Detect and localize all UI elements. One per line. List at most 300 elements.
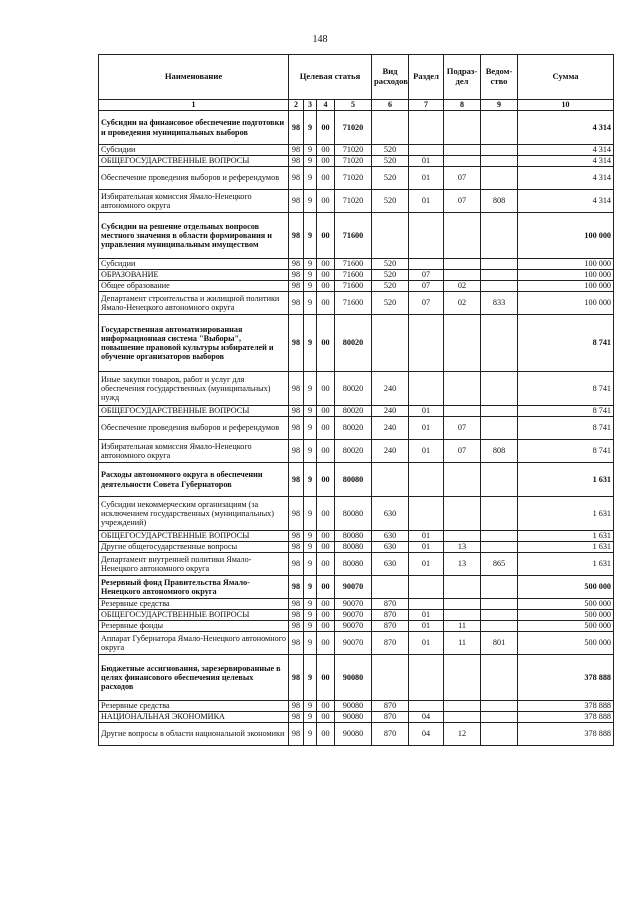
row-department bbox=[481, 259, 518, 270]
row-section: 04 bbox=[409, 712, 444, 723]
row-expense-kind: 870 bbox=[372, 712, 409, 723]
row-name: Субсидии bbox=[99, 145, 289, 156]
row-target-program: 98 bbox=[289, 712, 304, 723]
row-target-subprogram: 00 bbox=[317, 463, 335, 497]
table-row bbox=[99, 701, 614, 712]
column-number: 5 bbox=[335, 100, 372, 111]
row-target-direction: 9 bbox=[304, 372, 317, 406]
row-section: 07 bbox=[409, 292, 444, 315]
column-number-row bbox=[99, 100, 614, 111]
row-target-direction: 9 bbox=[304, 156, 317, 167]
row-target-subprogram: 00 bbox=[317, 632, 335, 655]
page-number: 148 bbox=[312, 34, 328, 45]
row-expense-kind: 520 bbox=[372, 259, 409, 270]
row-sum: 4 314 bbox=[518, 167, 614, 190]
table-row bbox=[99, 190, 614, 213]
row-sum: 1 631 bbox=[518, 531, 614, 542]
row-name: Общее образование bbox=[99, 281, 289, 292]
row-target-code: 71600 bbox=[335, 259, 372, 270]
table-row bbox=[99, 497, 614, 531]
table-row bbox=[99, 315, 614, 372]
row-name: ОБЩЕГОСУДАРСТВЕННЫЕ ВОПРОСЫ bbox=[99, 531, 289, 542]
column-number: 1 bbox=[99, 100, 289, 111]
row-target-direction: 9 bbox=[304, 259, 317, 270]
row-section: 07 bbox=[409, 270, 444, 281]
row-target-program: 98 bbox=[289, 270, 304, 281]
row-target-code: 90070 bbox=[335, 576, 372, 599]
row-target-direction: 9 bbox=[304, 111, 317, 145]
table-row bbox=[99, 111, 614, 145]
row-department bbox=[481, 270, 518, 281]
table-row bbox=[99, 542, 614, 553]
row-subsection: 07 bbox=[444, 440, 481, 463]
row-expense-kind: 240 bbox=[372, 406, 409, 417]
row-subsection: 07 bbox=[444, 167, 481, 190]
row-expense-kind: 520 bbox=[372, 270, 409, 281]
table-row bbox=[99, 610, 614, 621]
row-target-direction: 9 bbox=[304, 417, 317, 440]
row-expense-kind: 870 bbox=[372, 621, 409, 632]
row-sum: 378 888 bbox=[518, 723, 614, 746]
row-sum: 8 741 bbox=[518, 315, 614, 372]
row-department bbox=[481, 167, 518, 190]
header-target: Целевая статья bbox=[289, 55, 372, 100]
table-row bbox=[99, 167, 614, 190]
row-target-code: 90070 bbox=[335, 621, 372, 632]
row-name: Резервные средства bbox=[99, 701, 289, 712]
row-name: Субсидии на финансовое обеспечение подготовки и проведения муниципальных выборов bbox=[99, 111, 289, 145]
row-target-direction: 9 bbox=[304, 270, 317, 281]
row-target-direction: 9 bbox=[304, 655, 317, 701]
header-section: Раздел bbox=[409, 55, 444, 100]
row-target-subprogram: 00 bbox=[317, 270, 335, 281]
row-section: 01 bbox=[409, 542, 444, 553]
row-section bbox=[409, 463, 444, 497]
row-department bbox=[481, 701, 518, 712]
row-expense-kind: 520 bbox=[372, 156, 409, 167]
row-target-code: 71600 bbox=[335, 270, 372, 281]
row-subsection bbox=[444, 610, 481, 621]
table-row bbox=[99, 213, 614, 259]
row-sum: 378 888 bbox=[518, 655, 614, 701]
row-target-code: 71020 bbox=[335, 111, 372, 145]
row-name: ОБЩЕГОСУДАРСТВЕННЫЕ ВОПРОСЫ bbox=[99, 610, 289, 621]
row-subsection bbox=[444, 213, 481, 259]
row-section bbox=[409, 599, 444, 610]
row-expense-kind: 240 bbox=[372, 372, 409, 406]
row-target-direction: 9 bbox=[304, 632, 317, 655]
row-target-program: 98 bbox=[289, 281, 304, 292]
row-section bbox=[409, 701, 444, 712]
row-target-subprogram: 00 bbox=[317, 723, 335, 746]
table-row bbox=[99, 156, 614, 167]
row-department: 808 bbox=[481, 190, 518, 213]
row-target-direction: 9 bbox=[304, 190, 317, 213]
table-row bbox=[99, 655, 614, 701]
row-target-code: 80080 bbox=[335, 463, 372, 497]
row-target-direction: 9 bbox=[304, 213, 317, 259]
row-target-program: 98 bbox=[289, 315, 304, 372]
row-expense-kind: 520 bbox=[372, 145, 409, 156]
row-sum: 1 631 bbox=[518, 542, 614, 553]
row-name: Аппарат Губернатора Ямало-Ненецкого автономного округа bbox=[99, 632, 289, 655]
header-kind: Вид расходов bbox=[372, 55, 409, 100]
row-sum: 4 314 bbox=[518, 156, 614, 167]
row-target-program: 98 bbox=[289, 655, 304, 701]
row-target-direction: 9 bbox=[304, 723, 317, 746]
row-sum: 4 314 bbox=[518, 111, 614, 145]
row-target-direction: 9 bbox=[304, 701, 317, 712]
table-row bbox=[99, 270, 614, 281]
row-target-subprogram: 00 bbox=[317, 655, 335, 701]
row-target-code: 71600 bbox=[335, 213, 372, 259]
row-name: Резервные фонды bbox=[99, 621, 289, 632]
row-name: Государственная автоматизированная информационная система "Выборы", повышение правовой культуры избирателей и обучение организаторов выборов bbox=[99, 315, 289, 372]
row-expense-kind: 870 bbox=[372, 610, 409, 621]
row-department bbox=[481, 655, 518, 701]
row-target-subprogram: 00 bbox=[317, 497, 335, 531]
row-target-code: 80020 bbox=[335, 440, 372, 463]
row-sum: 378 888 bbox=[518, 701, 614, 712]
row-target-code: 90080 bbox=[335, 723, 372, 746]
row-target-program: 98 bbox=[289, 440, 304, 463]
row-target-direction: 9 bbox=[304, 542, 317, 553]
row-sum: 378 888 bbox=[518, 712, 614, 723]
column-number: 6 bbox=[372, 100, 409, 111]
row-section: 07 bbox=[409, 281, 444, 292]
table-row bbox=[99, 372, 614, 406]
row-sum: 4 314 bbox=[518, 145, 614, 156]
row-target-subprogram: 00 bbox=[317, 712, 335, 723]
row-subsection bbox=[444, 712, 481, 723]
row-target-subprogram: 00 bbox=[317, 440, 335, 463]
row-sum: 4 314 bbox=[518, 190, 614, 213]
row-department bbox=[481, 111, 518, 145]
column-number: 7 bbox=[409, 100, 444, 111]
row-department bbox=[481, 406, 518, 417]
row-target-program: 98 bbox=[289, 723, 304, 746]
row-target-code: 80020 bbox=[335, 372, 372, 406]
row-target-subprogram: 00 bbox=[317, 315, 335, 372]
header-row bbox=[99, 55, 614, 100]
row-section bbox=[409, 111, 444, 145]
row-section: 01 bbox=[409, 417, 444, 440]
row-target-program: 98 bbox=[289, 621, 304, 632]
table-row bbox=[99, 621, 614, 632]
row-expense-kind bbox=[372, 111, 409, 145]
row-sum: 500 000 bbox=[518, 610, 614, 621]
row-target-code: 90070 bbox=[335, 610, 372, 621]
row-target-code: 71020 bbox=[335, 190, 372, 213]
row-target-direction: 9 bbox=[304, 292, 317, 315]
row-name: Резервные средства bbox=[99, 599, 289, 610]
table-row bbox=[99, 576, 614, 599]
row-department bbox=[481, 610, 518, 621]
row-target-program: 98 bbox=[289, 292, 304, 315]
row-target-code: 80080 bbox=[335, 553, 372, 576]
row-sum: 100 000 bbox=[518, 270, 614, 281]
row-target-subprogram: 00 bbox=[317, 531, 335, 542]
row-target-direction: 9 bbox=[304, 315, 317, 372]
row-expense-kind: 870 bbox=[372, 723, 409, 746]
row-department bbox=[481, 712, 518, 723]
row-target-subprogram: 00 bbox=[317, 190, 335, 213]
table-body bbox=[99, 111, 614, 746]
row-subsection: 02 bbox=[444, 281, 481, 292]
header-department: Ведом-ство bbox=[481, 55, 518, 100]
row-target-subprogram: 00 bbox=[317, 292, 335, 315]
row-subsection: 13 bbox=[444, 542, 481, 553]
row-target-direction: 9 bbox=[304, 406, 317, 417]
row-sum: 100 000 bbox=[518, 213, 614, 259]
row-department bbox=[481, 621, 518, 632]
row-target-code: 90070 bbox=[335, 599, 372, 610]
row-target-subprogram: 00 bbox=[317, 111, 335, 145]
row-section: 04 bbox=[409, 723, 444, 746]
row-target-program: 98 bbox=[289, 259, 304, 270]
row-name: Резервный фонд Правительства Ямало-Ненецкого автономного округа bbox=[99, 576, 289, 599]
row-expense-kind: 520 bbox=[372, 281, 409, 292]
row-expense-kind: 630 bbox=[372, 553, 409, 576]
row-target-program: 98 bbox=[289, 417, 304, 440]
row-target-code: 71020 bbox=[335, 156, 372, 167]
row-subsection bbox=[444, 655, 481, 701]
row-department bbox=[481, 497, 518, 531]
table-row bbox=[99, 723, 614, 746]
row-target-direction: 9 bbox=[304, 610, 317, 621]
row-section: 01 bbox=[409, 167, 444, 190]
table-row bbox=[99, 712, 614, 723]
table-row bbox=[99, 145, 614, 156]
row-expense-kind: 870 bbox=[372, 632, 409, 655]
row-target-program: 98 bbox=[289, 542, 304, 553]
row-target-program: 98 bbox=[289, 145, 304, 156]
column-number: 4 bbox=[317, 100, 335, 111]
row-target-subprogram: 00 bbox=[317, 576, 335, 599]
row-expense-kind: 520 bbox=[372, 190, 409, 213]
row-subsection: 02 bbox=[444, 292, 481, 315]
row-target-program: 98 bbox=[289, 610, 304, 621]
row-sum: 500 000 bbox=[518, 576, 614, 599]
row-target-program: 98 bbox=[289, 213, 304, 259]
row-subsection bbox=[444, 156, 481, 167]
table-row bbox=[99, 632, 614, 655]
row-name: ОБРАЗОВАНИЕ bbox=[99, 270, 289, 281]
row-department bbox=[481, 372, 518, 406]
row-name: Департамент внутренней политики Ямало-Ненецкого автономного округа bbox=[99, 553, 289, 576]
row-expense-kind bbox=[372, 655, 409, 701]
row-expense-kind: 630 bbox=[372, 497, 409, 531]
row-name: Департамент строительства и жилищной политики Ямало-Ненецкого автономного округа bbox=[99, 292, 289, 315]
row-sum: 8 741 bbox=[518, 417, 614, 440]
row-department bbox=[481, 213, 518, 259]
table-row bbox=[99, 406, 614, 417]
row-sum: 500 000 bbox=[518, 632, 614, 655]
row-target-program: 98 bbox=[289, 372, 304, 406]
row-target-direction: 9 bbox=[304, 599, 317, 610]
table-row bbox=[99, 259, 614, 270]
row-section bbox=[409, 259, 444, 270]
row-target-program: 98 bbox=[289, 576, 304, 599]
row-target-subprogram: 00 bbox=[317, 599, 335, 610]
row-target-subprogram: 00 bbox=[317, 542, 335, 553]
column-number: 10 bbox=[518, 100, 614, 111]
row-subsection bbox=[444, 315, 481, 372]
row-target-subprogram: 00 bbox=[317, 372, 335, 406]
row-target-direction: 9 bbox=[304, 463, 317, 497]
row-name: Обеспечение проведения выборов и референдумов bbox=[99, 417, 289, 440]
row-sum: 8 741 bbox=[518, 372, 614, 406]
row-name: Избирательная комиссия Ямало-Ненецкого автономного округа bbox=[99, 190, 289, 213]
header-name: Наименование bbox=[99, 55, 289, 100]
row-name: Субсидии некоммерческим организациям (за исключением государственных (муниципальных) учреждений) bbox=[99, 497, 289, 531]
row-subsection bbox=[444, 497, 481, 531]
row-subsection bbox=[444, 111, 481, 145]
row-department bbox=[481, 281, 518, 292]
row-target-direction: 9 bbox=[304, 621, 317, 632]
row-target-direction: 9 bbox=[304, 531, 317, 542]
row-department bbox=[481, 463, 518, 497]
row-section: 01 bbox=[409, 406, 444, 417]
row-name: НАЦИОНАЛЬНАЯ ЭКОНОМИКА bbox=[99, 712, 289, 723]
row-expense-kind bbox=[372, 576, 409, 599]
row-section: 01 bbox=[409, 190, 444, 213]
row-expense-kind: 870 bbox=[372, 701, 409, 712]
row-target-code: 71020 bbox=[335, 167, 372, 190]
table-row bbox=[99, 281, 614, 292]
row-target-code: 80080 bbox=[335, 497, 372, 531]
row-subsection: 07 bbox=[444, 417, 481, 440]
row-department bbox=[481, 599, 518, 610]
table-row bbox=[99, 463, 614, 497]
row-section: 01 bbox=[409, 156, 444, 167]
row-subsection bbox=[444, 463, 481, 497]
row-subsection bbox=[444, 701, 481, 712]
row-section bbox=[409, 145, 444, 156]
row-subsection bbox=[444, 576, 481, 599]
row-target-subprogram: 00 bbox=[317, 417, 335, 440]
row-expense-kind: 630 bbox=[372, 531, 409, 542]
row-target-code: 90070 bbox=[335, 632, 372, 655]
row-target-subprogram: 00 bbox=[317, 701, 335, 712]
row-target-direction: 9 bbox=[304, 553, 317, 576]
row-target-program: 98 bbox=[289, 111, 304, 145]
row-department bbox=[481, 156, 518, 167]
row-target-subprogram: 00 bbox=[317, 281, 335, 292]
row-subsection bbox=[444, 531, 481, 542]
row-target-code: 71600 bbox=[335, 292, 372, 315]
row-sum: 1 631 bbox=[518, 553, 614, 576]
row-target-subprogram: 00 bbox=[317, 610, 335, 621]
column-number: 3 bbox=[304, 100, 317, 111]
column-number: 2 bbox=[289, 100, 304, 111]
row-department bbox=[481, 576, 518, 599]
row-section: 01 bbox=[409, 621, 444, 632]
row-section bbox=[409, 655, 444, 701]
row-target-code: 90080 bbox=[335, 655, 372, 701]
row-subsection: 13 bbox=[444, 553, 481, 576]
row-subsection bbox=[444, 145, 481, 156]
row-target-code: 71020 bbox=[335, 145, 372, 156]
row-expense-kind: 520 bbox=[372, 292, 409, 315]
row-target-program: 98 bbox=[289, 463, 304, 497]
column-number: 9 bbox=[481, 100, 518, 111]
row-name: Другие общегосударственные вопросы bbox=[99, 542, 289, 553]
row-expense-kind bbox=[372, 463, 409, 497]
row-target-program: 98 bbox=[289, 632, 304, 655]
row-target-code: 80020 bbox=[335, 315, 372, 372]
row-department bbox=[481, 531, 518, 542]
row-target-program: 98 bbox=[289, 406, 304, 417]
table-row bbox=[99, 553, 614, 576]
row-target-direction: 9 bbox=[304, 576, 317, 599]
row-target-direction: 9 bbox=[304, 497, 317, 531]
row-name: ОБЩЕГОСУДАРСТВЕННЫЕ ВОПРОСЫ bbox=[99, 406, 289, 417]
row-target-program: 98 bbox=[289, 599, 304, 610]
row-department bbox=[481, 417, 518, 440]
header-subsection: Подраз-дел bbox=[444, 55, 481, 100]
row-target-code: 80020 bbox=[335, 417, 372, 440]
row-target-code: 90080 bbox=[335, 712, 372, 723]
row-target-direction: 9 bbox=[304, 440, 317, 463]
table-row bbox=[99, 417, 614, 440]
row-sum: 8 741 bbox=[518, 440, 614, 463]
row-department: 808 bbox=[481, 440, 518, 463]
row-target-code: 71600 bbox=[335, 281, 372, 292]
row-name: Избирательная комиссия Ямало-Ненецкого автономного округа bbox=[99, 440, 289, 463]
budget-table bbox=[98, 54, 614, 746]
row-target-direction: 9 bbox=[304, 712, 317, 723]
row-target-subprogram: 00 bbox=[317, 145, 335, 156]
row-expense-kind: 630 bbox=[372, 542, 409, 553]
row-target-program: 98 bbox=[289, 531, 304, 542]
row-section: 01 bbox=[409, 632, 444, 655]
row-section bbox=[409, 497, 444, 531]
row-name: Обеспечение проведения выборов и референдумов bbox=[99, 167, 289, 190]
row-target-code: 80080 bbox=[335, 531, 372, 542]
row-name: Другие вопросы в области национальной экономики bbox=[99, 723, 289, 746]
row-target-program: 98 bbox=[289, 167, 304, 190]
table-row bbox=[99, 292, 614, 315]
row-subsection: 12 bbox=[444, 723, 481, 746]
row-section bbox=[409, 213, 444, 259]
row-target-subprogram: 00 bbox=[317, 259, 335, 270]
row-section: 01 bbox=[409, 531, 444, 542]
row-target-program: 98 bbox=[289, 497, 304, 531]
row-expense-kind bbox=[372, 213, 409, 259]
row-sum: 1 631 bbox=[518, 497, 614, 531]
row-section bbox=[409, 576, 444, 599]
row-name: ОБЩЕГОСУДАРСТВЕННЫЕ ВОПРОСЫ bbox=[99, 156, 289, 167]
row-subsection bbox=[444, 270, 481, 281]
table-row bbox=[99, 599, 614, 610]
row-section: 01 bbox=[409, 610, 444, 621]
row-target-code: 80020 bbox=[335, 406, 372, 417]
row-target-program: 98 bbox=[289, 701, 304, 712]
row-subsection: 11 bbox=[444, 621, 481, 632]
row-sum: 500 000 bbox=[518, 621, 614, 632]
table-row bbox=[99, 440, 614, 463]
row-target-subprogram: 00 bbox=[317, 621, 335, 632]
row-name: Субсидии bbox=[99, 259, 289, 270]
row-name: Расходы автономного округа в обеспечении деятельности Совета Губернаторов bbox=[99, 463, 289, 497]
row-sum: 1 631 bbox=[518, 463, 614, 497]
row-name: Бюджетные ассигнования, зарезервированные в целях финансового обеспечения целевых расходов bbox=[99, 655, 289, 701]
row-subsection bbox=[444, 259, 481, 270]
row-expense-kind: 240 bbox=[372, 417, 409, 440]
row-section: 01 bbox=[409, 440, 444, 463]
row-subsection bbox=[444, 372, 481, 406]
